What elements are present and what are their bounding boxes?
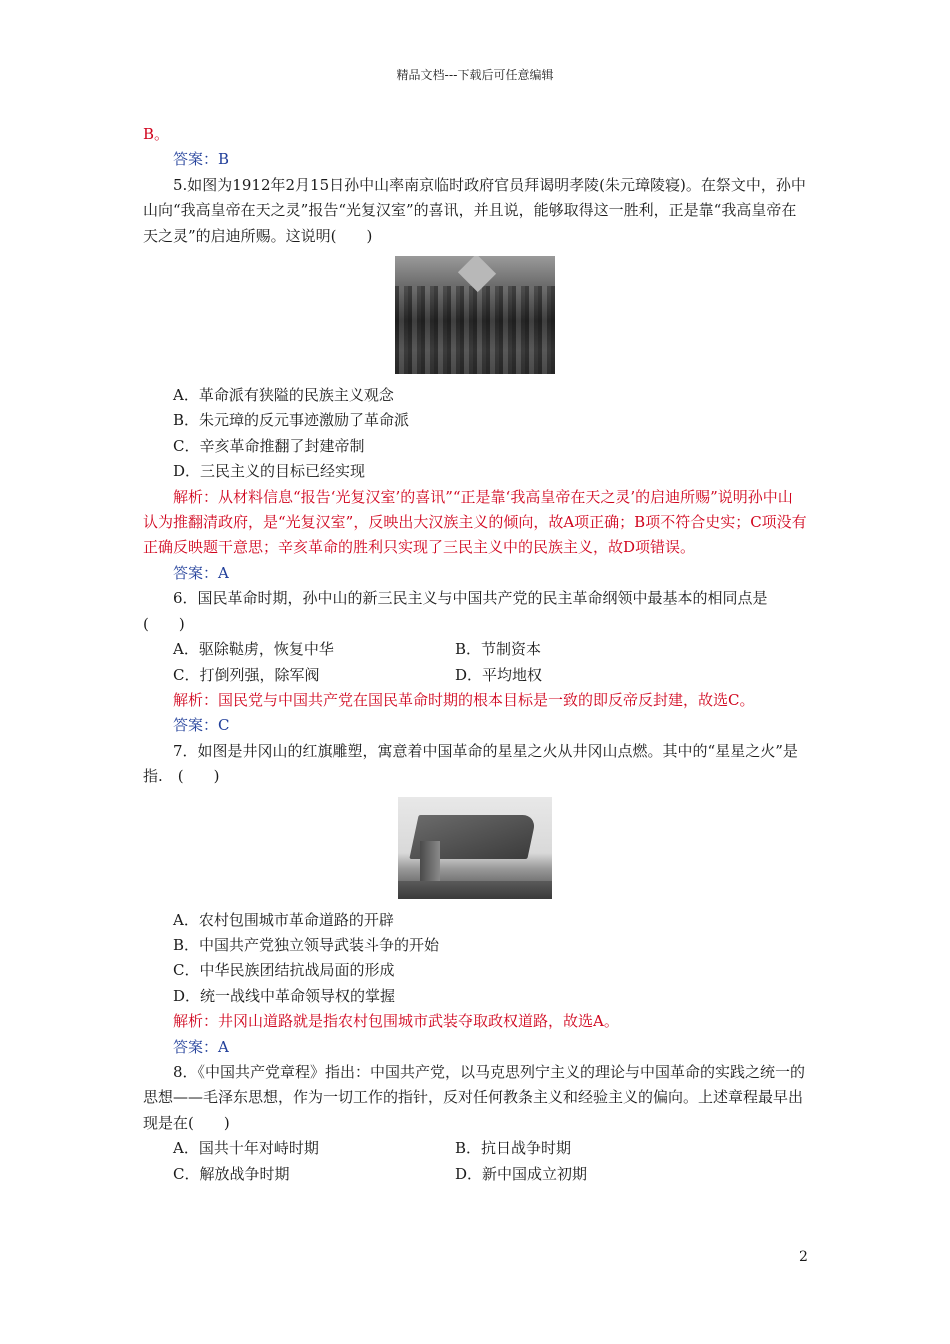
- q6-explanation-text: 国民党与中国共产党在国民革命时期的根本目标是一致的即反帝反封建，故选C。: [218, 690, 755, 709]
- q6-explanation-label: 解析：: [173, 690, 219, 709]
- q7-option-d: D．统一战线中革命领导权的掌握: [173, 986, 396, 1005]
- q7-option-a: A．农村包围城市革命道路的开辟: [173, 910, 394, 929]
- page-number: 2: [799, 1249, 808, 1265]
- q8-options-row-2: [143, 1162, 807, 1187]
- q5-option-b: B．朱元璋的反元事迹激励了革命派: [173, 411, 410, 430]
- q6-option-b: B．节制资本: [455, 640, 542, 659]
- q8-option-b: B．抗日战争时期: [455, 1139, 572, 1158]
- q7-option-b: B．中国共产党独立领导武装斗争的开始: [173, 935, 440, 954]
- q8-option-a: A．国共十年对峙时期: [173, 1139, 319, 1158]
- q8-option-d: D．新中国成立初期: [455, 1164, 588, 1183]
- q7-option-c: C．中华民族团结抗战局面的形成: [173, 961, 395, 980]
- q6-options-row-1: [143, 637, 807, 662]
- q8-options-row-1: [143, 1136, 807, 1161]
- sculpture-ground: [398, 881, 552, 899]
- q7-stem: 7．如图是井冈山的红旗雕塑，寓意着中国革命的星星之火从井冈山点燃。其中的“星星之火”是指. ( ): [143, 741, 798, 786]
- q5-answer: 答案：A: [173, 563, 229, 582]
- q8-stem: 8．《中国共产党章程》指出：中国共产党，以马克思列宁主义的理论与中国革命的实践之统一的思想——毛泽东思想，作为一切工作的指针，反对任何教条主义和经验主义的偏向。上述章程最早出现是在( ): [143, 1062, 806, 1132]
- q4-explanation-end: B。: [143, 125, 170, 143]
- q5-explanation-label: 解析：: [173, 487, 219, 506]
- q7-photo-jinggangshan-red-flag-sculpture: [398, 797, 552, 899]
- q6-stem: 6．国民革命时期，孙中山的新三民主义与中国共产党的民主革命纲领中最基本的相同点是 ( ): [143, 589, 783, 633]
- exam-content: [143, 122, 807, 1187]
- q6-answer: 答案：C: [173, 716, 230, 735]
- q5-option-c: C．辛亥革命推翻了封建帝制: [173, 436, 365, 455]
- q5-stem: 5.如图为1912年2月15日孙中山率南京临时政府官员拜谒明孝陵(朱元璋陵寝)。在祭文中，孙中山向“我高皇帝在天之灵”报告“光复汉室”的喜讯，并且说，能够取得这一胜利，正是靠“我高皇帝在天之灵”的启迪所赐。这说明( ): [143, 175, 806, 245]
- q6-option-d: D．平均地权: [455, 665, 543, 684]
- q5-photo-sun-yatsen-ming-tomb: [395, 256, 555, 374]
- q5-explanation: [143, 485, 807, 561]
- q7-explanation-label: 解析：: [173, 1012, 219, 1031]
- q8-option-c: C．解放战争时期: [173, 1164, 290, 1183]
- q7-answer: 答案：A: [173, 1037, 229, 1056]
- q5-image-wrap: [143, 256, 807, 374]
- q7-explanation: [143, 1009, 807, 1034]
- q6-explanation: [143, 688, 807, 713]
- q5-explanation-text: 从材料信息“报告‘光复汉室’的喜讯”“正是靠‘我高皇帝在天之灵’的启迪所赐”说明孙中山认为推翻清政府，是“光复汉室”，反映出大汉族主义的倾向，故A项正确；B项不符合史实；C项没有正确反映题干意思；辛亥革命的胜利只实现了三民主义中的民族主义，故D项错误。: [143, 487, 807, 557]
- q6-option-c: C．打倒列强，除军阀: [173, 665, 320, 684]
- q5-option-d: D．三民主义的目标已经实现: [173, 462, 366, 481]
- q6-option-a: A．驱除鞑虏，恢复中华: [173, 640, 334, 659]
- q5-option-a: A．革命派有狭隘的民族主义观念: [173, 386, 394, 405]
- q7-explanation-text: 井冈山道路就是指农村包围城市武装夺取政权道路，故选A。: [218, 1012, 619, 1031]
- q6-options-row-2: [143, 663, 807, 688]
- page-header: 精品文档---下载后可任意编辑: [396, 68, 554, 82]
- q7-image-wrap: [143, 797, 807, 899]
- q4-answer: 答案：B: [173, 150, 230, 169]
